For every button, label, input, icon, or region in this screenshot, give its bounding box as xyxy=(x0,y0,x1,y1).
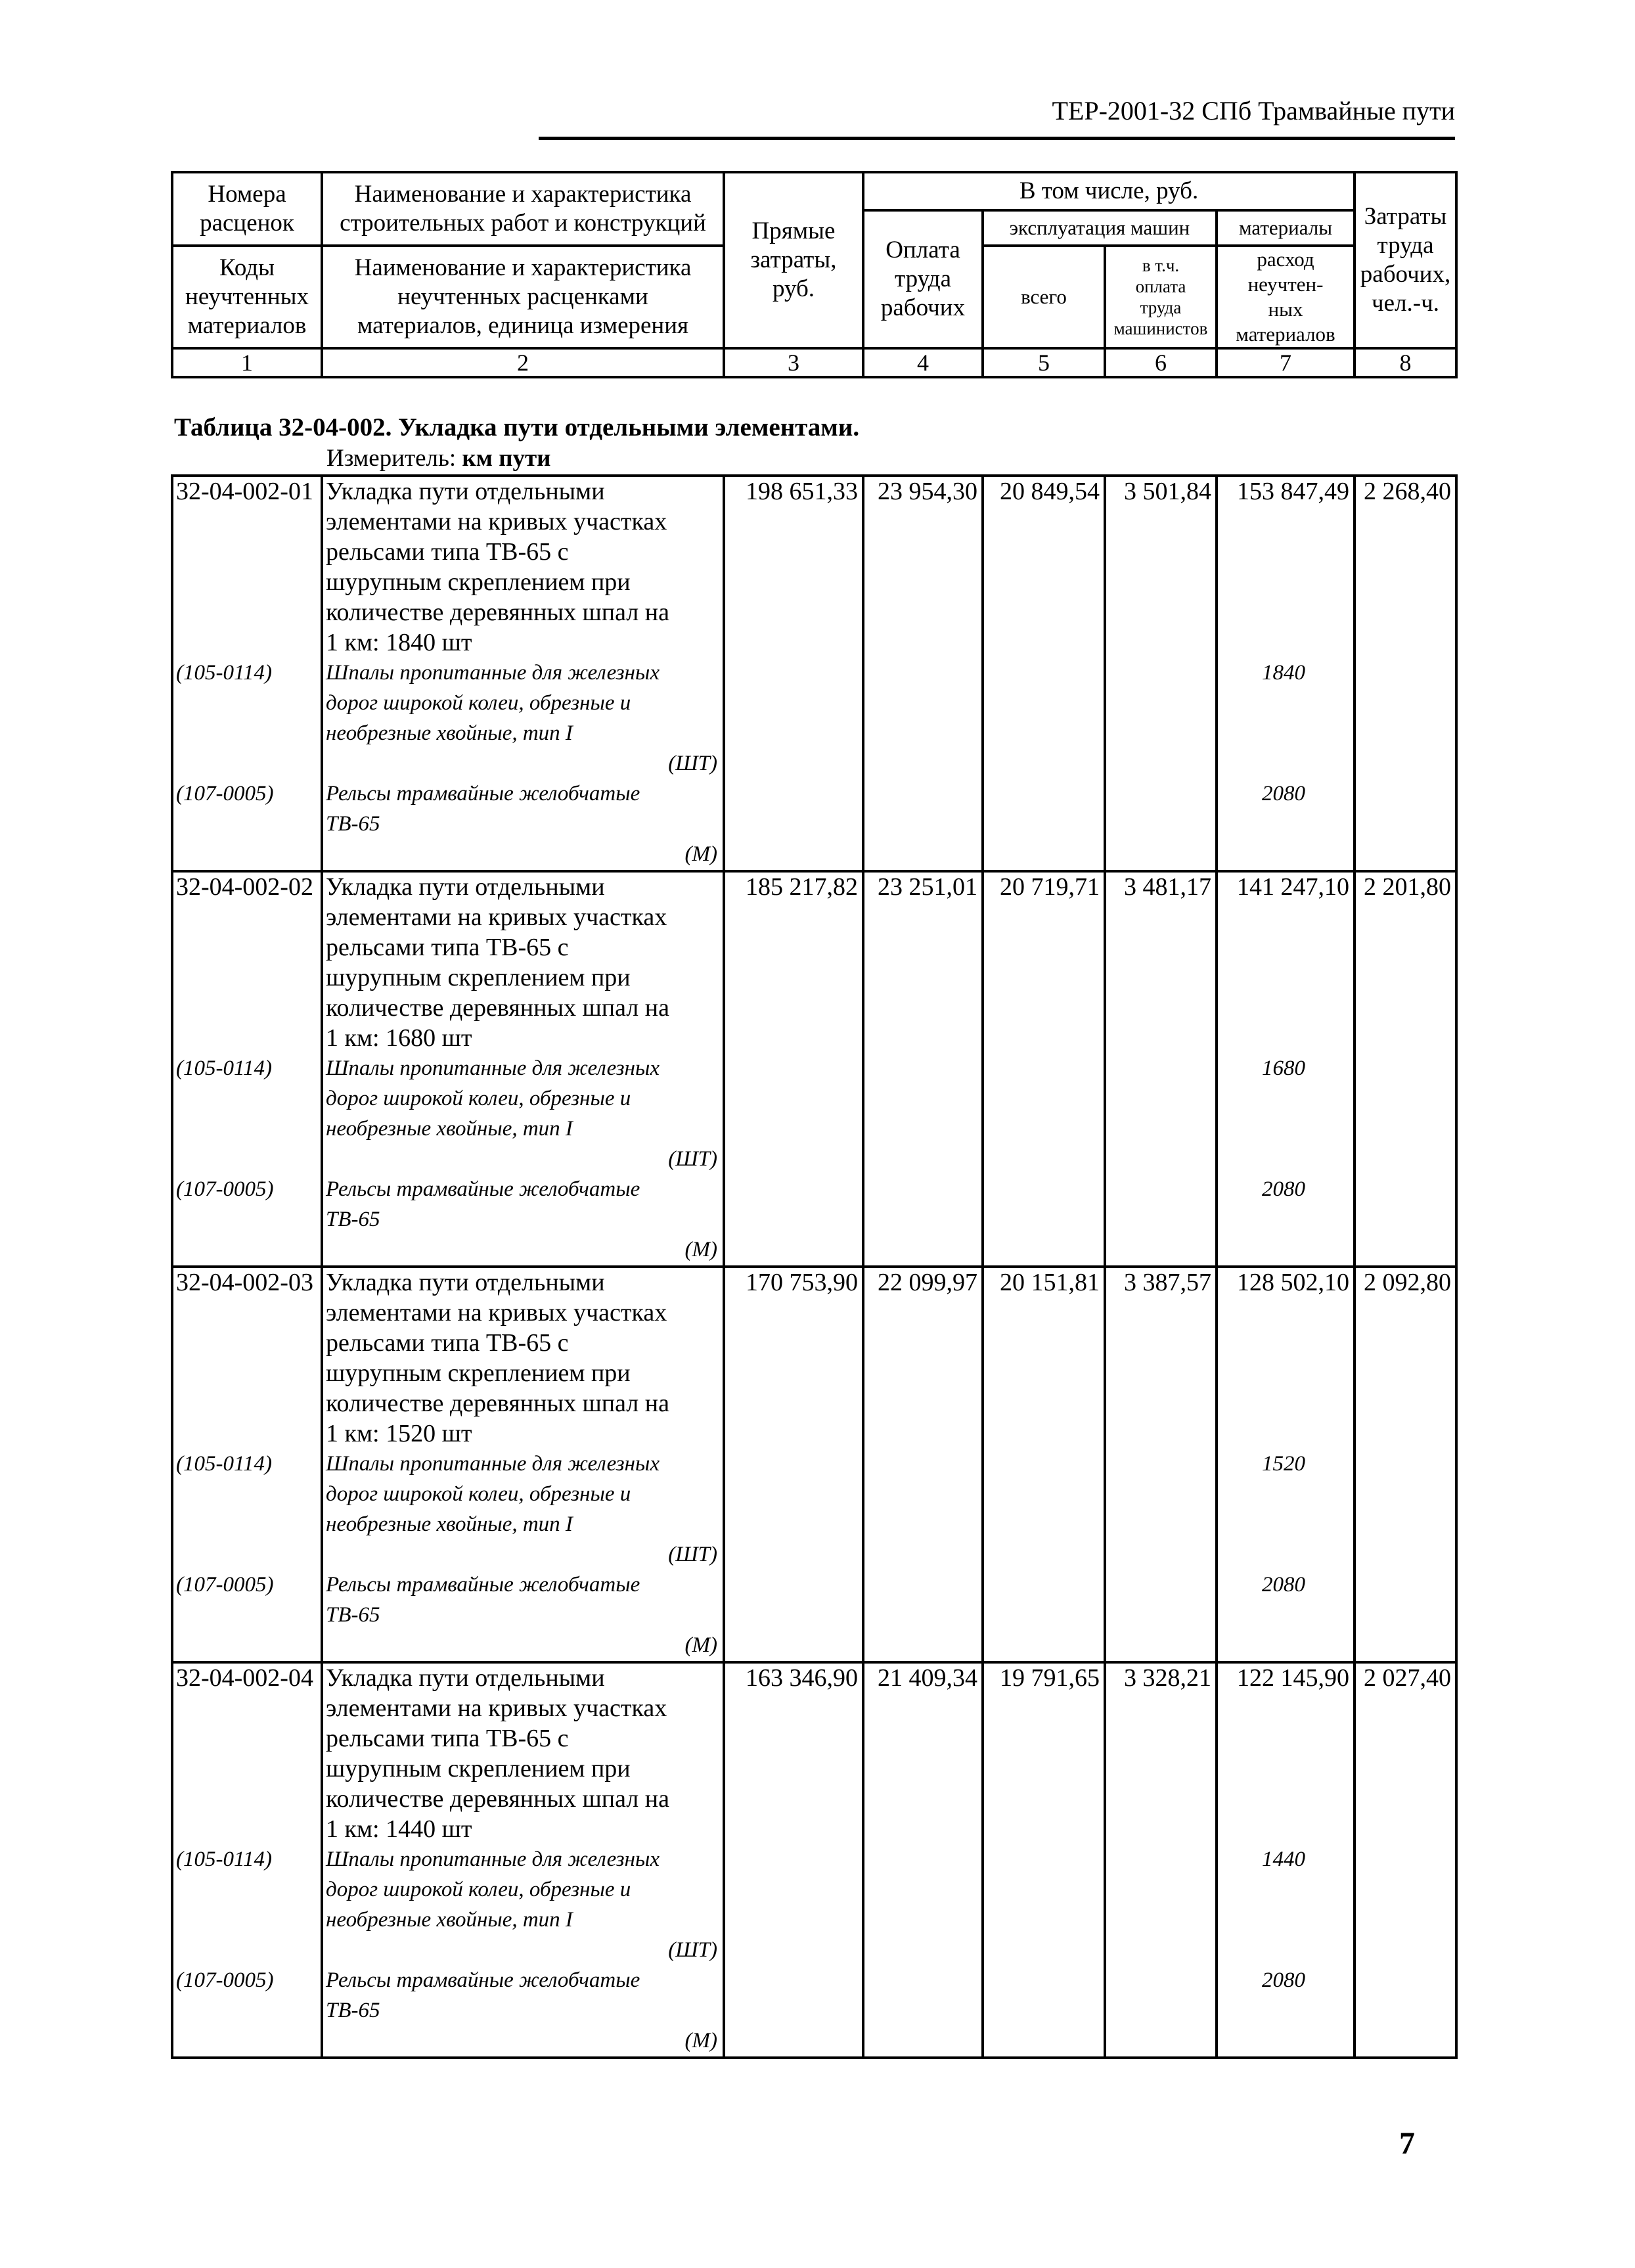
material-name-line: дорог широкой колеи, обрезные и xyxy=(326,1482,631,1506)
spacer xyxy=(1218,1235,1349,1265)
material-name-line: Рельсы трамвайные желобчатые xyxy=(326,1177,640,1201)
col4-header: Оплата труда рабочих xyxy=(863,210,983,348)
spacer xyxy=(1218,1480,1349,1510)
work-name-line: 1 км: 1840 шт xyxy=(326,629,472,656)
spacer xyxy=(176,1600,321,1631)
materials-cost: 122 145,90 xyxy=(1237,1664,1349,1692)
spacer xyxy=(176,809,321,840)
spacer xyxy=(176,537,321,568)
labor-cost-cell xyxy=(863,476,983,871)
machinist-labor-cost: 3 481,17 xyxy=(1124,873,1211,901)
work-name-line: шурупным скреплением при xyxy=(326,1359,631,1387)
work-name-line: 1 км: 1440 шт xyxy=(326,1815,472,1843)
spacer xyxy=(176,749,321,779)
work-name-line: Укладка пути отдельными xyxy=(326,1664,605,1692)
work-name-cell xyxy=(322,1662,724,2058)
spacer xyxy=(1218,1631,1349,1661)
labor-hours-cell xyxy=(1355,1267,1456,1662)
direct-cost-cell xyxy=(724,1662,863,2058)
spacer xyxy=(176,1936,321,1966)
spacer xyxy=(176,903,321,933)
spacer xyxy=(1218,689,1349,719)
spacer xyxy=(1218,1084,1349,1114)
spacer xyxy=(176,568,321,598)
spacer xyxy=(1218,1784,1349,1815)
material-code: (107-0005) xyxy=(176,1573,274,1597)
col2-bottom-header: Наименование и характеристика неучтенных расценками материалов, единица измерения xyxy=(322,246,724,348)
material-name-line: Рельсы трамвайные желобчатые xyxy=(326,1968,640,1992)
materials-cost: 153 847,49 xyxy=(1237,478,1349,505)
machinist-labor-cost-cell xyxy=(1105,1267,1217,1662)
materials-cost-cell xyxy=(1217,1662,1355,2058)
spacer xyxy=(176,719,321,749)
col6-header: в т.ч. оплата труда машинистов xyxy=(1105,246,1217,348)
spacer xyxy=(176,628,321,658)
rate-code-cell xyxy=(172,1267,322,1662)
spacer xyxy=(176,1784,321,1815)
spacer xyxy=(1218,1540,1349,1570)
spacer xyxy=(1218,598,1349,628)
material-name-line: необрезные хвойные, тип I xyxy=(326,721,573,745)
spacer xyxy=(1218,1359,1349,1389)
material-name-line: Шпалы пропитанные для железных xyxy=(326,1452,660,1476)
labor-hours-cell xyxy=(1355,1662,1456,2058)
work-name-line: рельсами типа ТВ-65 с xyxy=(326,1725,569,1752)
spacer xyxy=(176,1480,321,1510)
spacer xyxy=(176,1875,321,1905)
labor-hours-cell xyxy=(1355,476,1456,871)
material-unit: (М) xyxy=(684,1238,717,1261)
labor-hours-cell xyxy=(1355,871,1456,1267)
running-header: ТЕР-2001-32 СПб Трамвайные пути xyxy=(1052,96,1455,125)
material-quantity: 1680 xyxy=(1262,1056,1305,1080)
material-name-line: ТВ-65 xyxy=(326,1208,380,1231)
spacer xyxy=(176,1419,321,1449)
labor-hours: 2 092,80 xyxy=(1364,1269,1451,1296)
spacer xyxy=(176,1815,321,1845)
material-name-line: Шпалы пропитанные для железных xyxy=(326,1056,660,1080)
materials-cost: 141 247,10 xyxy=(1237,873,1349,901)
spacer xyxy=(176,993,321,1024)
machinist-labor-cost: 3 387,57 xyxy=(1124,1269,1211,1296)
work-name-line: элементами на кривых участках xyxy=(326,508,667,535)
work-name-line: рельсами типа ТВ-65 с xyxy=(326,1329,569,1357)
including-group-header: В том числе, руб. xyxy=(863,172,1355,210)
spacer xyxy=(176,1205,321,1235)
col-number: 8 xyxy=(1355,348,1456,377)
material-name-line: дорог широкой колеи, обрезные и xyxy=(326,691,631,715)
spacer xyxy=(1218,1815,1349,1845)
spacer xyxy=(1218,933,1349,963)
rate-code: 32-04-002-03 xyxy=(176,1269,313,1296)
work-name-line: Укладка пути отдельными xyxy=(326,1269,605,1296)
direct-cost: 170 753,90 xyxy=(746,1269,858,1296)
material-quantity: 2080 xyxy=(1262,1573,1305,1597)
work-name-line: шурупным скреплением при xyxy=(326,1755,631,1782)
spacer xyxy=(1218,1694,1349,1724)
spacer xyxy=(176,1084,321,1114)
spacer xyxy=(176,1724,321,1754)
spacer xyxy=(1218,1996,1349,2026)
header-rule xyxy=(539,137,1455,140)
spacer xyxy=(1218,749,1349,779)
col-number: 2 xyxy=(322,348,724,377)
machinist-labor-cost: 3 501,84 xyxy=(1124,478,1211,505)
material-code: (107-0005) xyxy=(176,1177,274,1201)
spacer xyxy=(1218,1205,1349,1235)
spacer xyxy=(176,933,321,963)
spacer xyxy=(176,507,321,537)
spacer xyxy=(1218,840,1349,870)
spacer xyxy=(176,689,321,719)
material-name-line: ТВ-65 xyxy=(326,1603,380,1627)
col-number: 1 xyxy=(172,348,322,377)
table-title: Таблица 32-04-002. Укладка пути отдельными элементами. xyxy=(174,413,860,442)
materials-group-header: материалы xyxy=(1217,210,1355,246)
material-quantity: 1520 xyxy=(1262,1452,1305,1476)
machinist-labor-cost-cell xyxy=(1105,1662,1217,2058)
material-name-line: Шпалы пропитанные для железных xyxy=(326,1848,660,1871)
spacer xyxy=(176,1359,321,1389)
spacer xyxy=(176,1145,321,1175)
labor-hours: 2 201,80 xyxy=(1364,873,1451,901)
spacer xyxy=(176,1298,321,1328)
spacer xyxy=(176,1114,321,1145)
spacer xyxy=(1218,993,1349,1024)
spacer xyxy=(176,1328,321,1359)
spacer xyxy=(1218,507,1349,537)
material-unit: (М) xyxy=(684,1633,717,1657)
material-name-line: дорог широкой колеи, обрезные и xyxy=(326,1878,631,1901)
spacer xyxy=(1218,1328,1349,1359)
machine-cost-cell xyxy=(983,476,1105,871)
material-unit: (М) xyxy=(684,2029,717,2053)
work-name-line: 1 км: 1520 шт xyxy=(326,1420,472,1447)
material-code: (105-0114) xyxy=(176,661,273,685)
material-code: (107-0005) xyxy=(176,1968,274,1992)
direct-cost: 185 217,82 xyxy=(746,873,858,901)
machine-cost: 19 791,65 xyxy=(1000,1664,1100,1692)
work-name-line: количестве деревянных шпал на xyxy=(326,994,669,1022)
work-name-line: рельсами типа ТВ-65 с xyxy=(326,538,569,566)
labor-cost: 23 954,30 xyxy=(878,478,977,505)
material-code: (107-0005) xyxy=(176,782,274,805)
direct-cost-cell xyxy=(724,871,863,1267)
work-name-line: количестве деревянных шпал на xyxy=(326,1390,669,1417)
spacer xyxy=(176,1235,321,1265)
machinist-labor-cost-cell xyxy=(1105,871,1217,1267)
col2-top-header: Наименование и характеристика строительных работ и конструкций xyxy=(322,172,724,246)
work-name-cell xyxy=(322,1267,724,1662)
direct-cost: 163 346,90 xyxy=(746,1664,858,1692)
material-name-line: дорог широкой колеи, обрезные и xyxy=(326,1087,631,1110)
spacer xyxy=(176,1389,321,1419)
page-number: 7 xyxy=(1399,2126,1415,2161)
spacer xyxy=(1218,1298,1349,1328)
labor-cost: 22 099,97 xyxy=(878,1269,977,1296)
machine-cost-cell xyxy=(983,1267,1105,1662)
spacer xyxy=(176,2026,321,2056)
work-name-line: элементами на кривых участках xyxy=(326,1694,667,1722)
machine-cost: 20 719,71 xyxy=(1000,873,1100,901)
spacer xyxy=(176,598,321,628)
rate-code: 32-04-002-04 xyxy=(176,1664,313,1692)
spacer xyxy=(176,1754,321,1784)
material-code: (105-0114) xyxy=(176,1848,273,1871)
work-name-cell xyxy=(322,871,724,1267)
direct-cost-cell xyxy=(724,476,863,871)
spacer xyxy=(1218,1905,1349,1936)
machinist-labor-cost-cell xyxy=(1105,476,1217,871)
material-name-line: Шпалы пропитанные для железных xyxy=(326,661,660,685)
labor-cost-cell xyxy=(863,1267,983,1662)
material-quantity: 1840 xyxy=(1262,661,1305,685)
work-name-line: количестве деревянных шпал на xyxy=(326,599,669,626)
spacer xyxy=(1218,537,1349,568)
col-number: 6 xyxy=(1105,348,1217,377)
machine-cost-cell xyxy=(983,1662,1105,2058)
rate-code: 32-04-002-02 xyxy=(176,873,313,901)
machinist-labor-cost: 3 328,21 xyxy=(1124,1664,1211,1692)
spacer xyxy=(176,840,321,870)
rates-table xyxy=(171,474,1458,2059)
rate-code-cell xyxy=(172,1662,322,2058)
materials-cost-cell xyxy=(1217,476,1355,871)
material-name-line: Рельсы трамвайные желобчатые xyxy=(326,782,640,805)
measure-unit: км пути xyxy=(462,445,551,472)
machine-cost-cell xyxy=(983,871,1105,1267)
spacer xyxy=(176,1631,321,1661)
spacer xyxy=(1218,568,1349,598)
table-row xyxy=(172,476,1456,871)
spacer xyxy=(1218,1114,1349,1145)
machines-group-header: эксплуатация машин xyxy=(983,210,1217,246)
spacer xyxy=(1218,1145,1349,1175)
work-name-line: шурупным скреплением при xyxy=(326,568,631,596)
material-quantity: 2080 xyxy=(1262,782,1305,805)
spacer xyxy=(176,1540,321,1570)
spacer xyxy=(1218,719,1349,749)
labor-cost-cell xyxy=(863,1662,983,2058)
spacer xyxy=(1218,1600,1349,1631)
spacer xyxy=(176,1024,321,1054)
materials-cost: 128 502,10 xyxy=(1237,1269,1349,1296)
labor-hours: 2 268,40 xyxy=(1364,478,1451,505)
spacer xyxy=(1218,1724,1349,1754)
labor-cost: 21 409,34 xyxy=(878,1664,977,1692)
material-name-line: ТВ-65 xyxy=(326,812,380,836)
col1-top-header: Номера расценок xyxy=(172,172,322,246)
spacer xyxy=(1218,1936,1349,1966)
work-name-line: Укладка пути отдельными xyxy=(326,873,605,901)
spacer xyxy=(176,1996,321,2026)
rate-code-cell xyxy=(172,476,322,871)
rate-code: 32-04-002-01 xyxy=(176,478,313,505)
material-unit: (ШТ) xyxy=(668,1938,717,1962)
spacer xyxy=(1218,1389,1349,1419)
col-number: 4 xyxy=(863,348,983,377)
spacer xyxy=(1218,1754,1349,1784)
spacer xyxy=(176,1694,321,1724)
spacer xyxy=(1218,903,1349,933)
work-name-line: 1 км: 1680 шт xyxy=(326,1024,472,1052)
work-name-line: рельсами типа ТВ-65 с xyxy=(326,934,569,961)
labor-cost-cell xyxy=(863,871,983,1267)
material-code: (105-0114) xyxy=(176,1452,273,1476)
col-number: 3 xyxy=(724,348,863,377)
spacer xyxy=(176,1510,321,1540)
material-unit: (ШТ) xyxy=(668,752,717,775)
col-number: 7 xyxy=(1217,348,1355,377)
spacer xyxy=(1218,1875,1349,1905)
table-row xyxy=(172,1267,1456,1662)
direct-cost: 198 651,33 xyxy=(746,478,858,505)
column-header-table xyxy=(171,171,1458,378)
col-number: 5 xyxy=(983,348,1105,377)
material-unit: (ШТ) xyxy=(668,1543,717,1566)
work-name-line: элементами на кривых участках xyxy=(326,903,667,931)
measure-unit-line xyxy=(326,444,551,472)
material-quantity: 2080 xyxy=(1262,1968,1305,1992)
spacer xyxy=(1218,963,1349,993)
material-name-line: ТВ-65 xyxy=(326,1999,380,2022)
spacer xyxy=(1218,809,1349,840)
labor-cost: 23 251,01 xyxy=(878,873,977,901)
spacer xyxy=(176,963,321,993)
work-name-line: шурупным скреплением при xyxy=(326,964,631,991)
spacer xyxy=(1218,1419,1349,1449)
spacer xyxy=(1218,1510,1349,1540)
material-name-line: Рельсы трамвайные желобчатые xyxy=(326,1573,640,1597)
table-row xyxy=(172,871,1456,1267)
labor-hours: 2 027,40 xyxy=(1364,1664,1451,1692)
spacer xyxy=(1218,1024,1349,1054)
material-name-line: необрезные хвойные, тип I xyxy=(326,1117,573,1141)
material-name-line: необрезные хвойные, тип I xyxy=(326,1512,573,1536)
machine-cost: 20 849,54 xyxy=(1000,478,1100,505)
col8-header: Затраты труда рабочих, чел.-ч. xyxy=(1355,172,1456,348)
col1-bottom-header: Коды неучтенных материалов xyxy=(172,246,322,348)
material-unit: (ШТ) xyxy=(668,1147,717,1171)
work-name-line: Укладка пути отдельными xyxy=(326,478,605,505)
table-row xyxy=(172,1662,1456,2058)
material-code: (105-0114) xyxy=(176,1056,273,1080)
spacer xyxy=(176,1905,321,1936)
col5-header: всего xyxy=(983,246,1105,348)
machine-cost: 20 151,81 xyxy=(1000,1269,1100,1296)
material-quantity: 1440 xyxy=(1262,1848,1305,1871)
work-name-line: элементами на кривых участках xyxy=(326,1299,667,1327)
direct-cost-cell xyxy=(724,1267,863,1662)
material-name-line: необрезные хвойные, тип I xyxy=(326,1908,573,1932)
spacer xyxy=(1218,628,1349,658)
spacer xyxy=(1218,2026,1349,2056)
material-quantity: 2080 xyxy=(1262,1177,1305,1201)
measure-label: Измеритель: xyxy=(326,445,457,472)
col3-header: Прямые затраты, руб. xyxy=(724,172,863,348)
rate-code-cell xyxy=(172,871,322,1267)
work-name-cell xyxy=(322,476,724,871)
material-unit: (М) xyxy=(684,842,717,866)
col7-header: расход неучтен- ных материалов xyxy=(1217,246,1355,348)
materials-cost-cell xyxy=(1217,871,1355,1267)
work-name-line: количестве деревянных шпал на xyxy=(326,1785,669,1813)
materials-cost-cell xyxy=(1217,1267,1355,1662)
